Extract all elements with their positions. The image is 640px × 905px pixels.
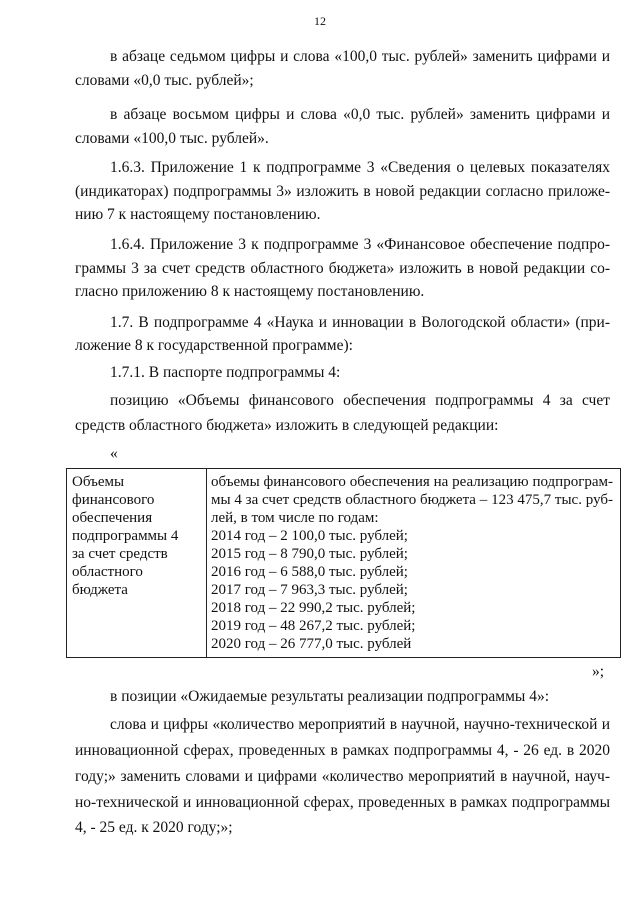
text-line: инновационной сферах, проведенных в рамках подпрограммы 4, - 26 ед. в 2020 <box>75 742 610 759</box>
cell-text-line: объемы финансового обеспечения на реализацию подпрограм- <box>211 474 613 490</box>
text-line: в позиции «Ожидаемые результаты реализации подпрограммы 4»: <box>110 688 549 705</box>
cell-text-line: бюджета <box>72 582 128 598</box>
cell-text-line: областного <box>72 564 143 580</box>
cell-text-line: 2020 год – 26 777,0 тыс. рублей <box>211 636 412 652</box>
cell-text-line: 2019 год – 48 267,2 тыс. рублей; <box>211 618 416 634</box>
text-line: 1.6.4. Приложение 3 к подпрограмме 3 «Финансовое обеспечение подпро- <box>110 236 610 253</box>
text-line: словами «100,0 тыс. рублей». <box>75 130 269 147</box>
text-line: 4, - 25 ед. к 2020 году;»; <box>75 819 233 836</box>
cell-text-line: финансового <box>72 492 155 508</box>
text-line: средств областного бюджета» изложить в следующей редакции: <box>75 417 499 434</box>
cell-text-line: 2017 год – 7 963,3 тыс. рублей; <box>211 582 408 598</box>
cell-text-line: 2018 год – 22 990,2 тыс. рублей; <box>211 600 416 616</box>
text-line: граммы 3 за счет средств областного бюджета» изложить в новой редакции со- <box>75 260 610 277</box>
text-line: 1.7. В подпрограмме 4 «Наука и инновации в Вологодской области» (при- <box>110 314 610 331</box>
text-line: нию 7 к настоящему постановлению. <box>75 206 321 223</box>
funding-table <box>66 468 621 658</box>
table-value-cell <box>207 469 621 657</box>
text-line: гласно приложению 8 к настоящему постановлению. <box>75 283 425 300</box>
text-line: но-технической и инновационной сферах, проведенных в рамках подпрограммы <box>75 794 610 811</box>
text-line: 1.6.3. Приложение 1 к подпрограмме 3 «Сведения о целевых показателях <box>110 159 610 176</box>
cell-text-line: за счет средств <box>72 546 168 562</box>
text-line: в абзаце седьмом цифры и слова «100,0 тыс. рублей» заменить цифрами и <box>110 48 610 65</box>
text-line: 1.7.1. В паспорте подпрограммы 4: <box>110 364 341 381</box>
cell-text-line: мы 4 за счет средств областного бюджета – 123 475,7 тыс. руб- <box>211 492 613 508</box>
cell-text-line: 2016 год – 6 588,0 тыс. рублей; <box>211 564 408 580</box>
cell-text-line: подпрограммы 4 <box>72 528 179 544</box>
table-label-cell <box>67 469 207 657</box>
text-line: ложение 8 к государственной программе): <box>75 337 353 354</box>
cell-text-line: обеспечения <box>72 510 153 526</box>
text-line: в абзаце восьмом цифры и слова «0,0 тыс. рублей» заменить цифрами и <box>110 106 610 123</box>
text-line: словами «0,0 тыс. рублей»; <box>75 72 254 89</box>
text-line: (индикаторах) подпрограммы 3» изложить в новой редакции согласно приложе- <box>75 183 610 200</box>
page-number: 12 <box>314 14 326 28</box>
closing-quote: »; <box>592 663 605 680</box>
cell-text-line: 2015 год – 8 790,0 тыс. рублей; <box>211 546 408 562</box>
text-line: году;» заменить словами и цифрами «количество мероприятий в научной, науч- <box>75 768 610 785</box>
cell-text-line: Объемы <box>72 474 125 490</box>
cell-text-line: 2014 год – 2 100,0 тыс. рублей; <box>211 528 408 544</box>
text-line: позицию «Объемы финансового обеспечения подпрограммы 4 за счет <box>110 392 610 409</box>
cell-text-line: лей, в том числе по годам: <box>211 510 379 526</box>
opening-quote: « <box>110 445 118 462</box>
text-line: слова и цифры «количество мероприятий в научной, научно-технической и <box>110 716 610 733</box>
